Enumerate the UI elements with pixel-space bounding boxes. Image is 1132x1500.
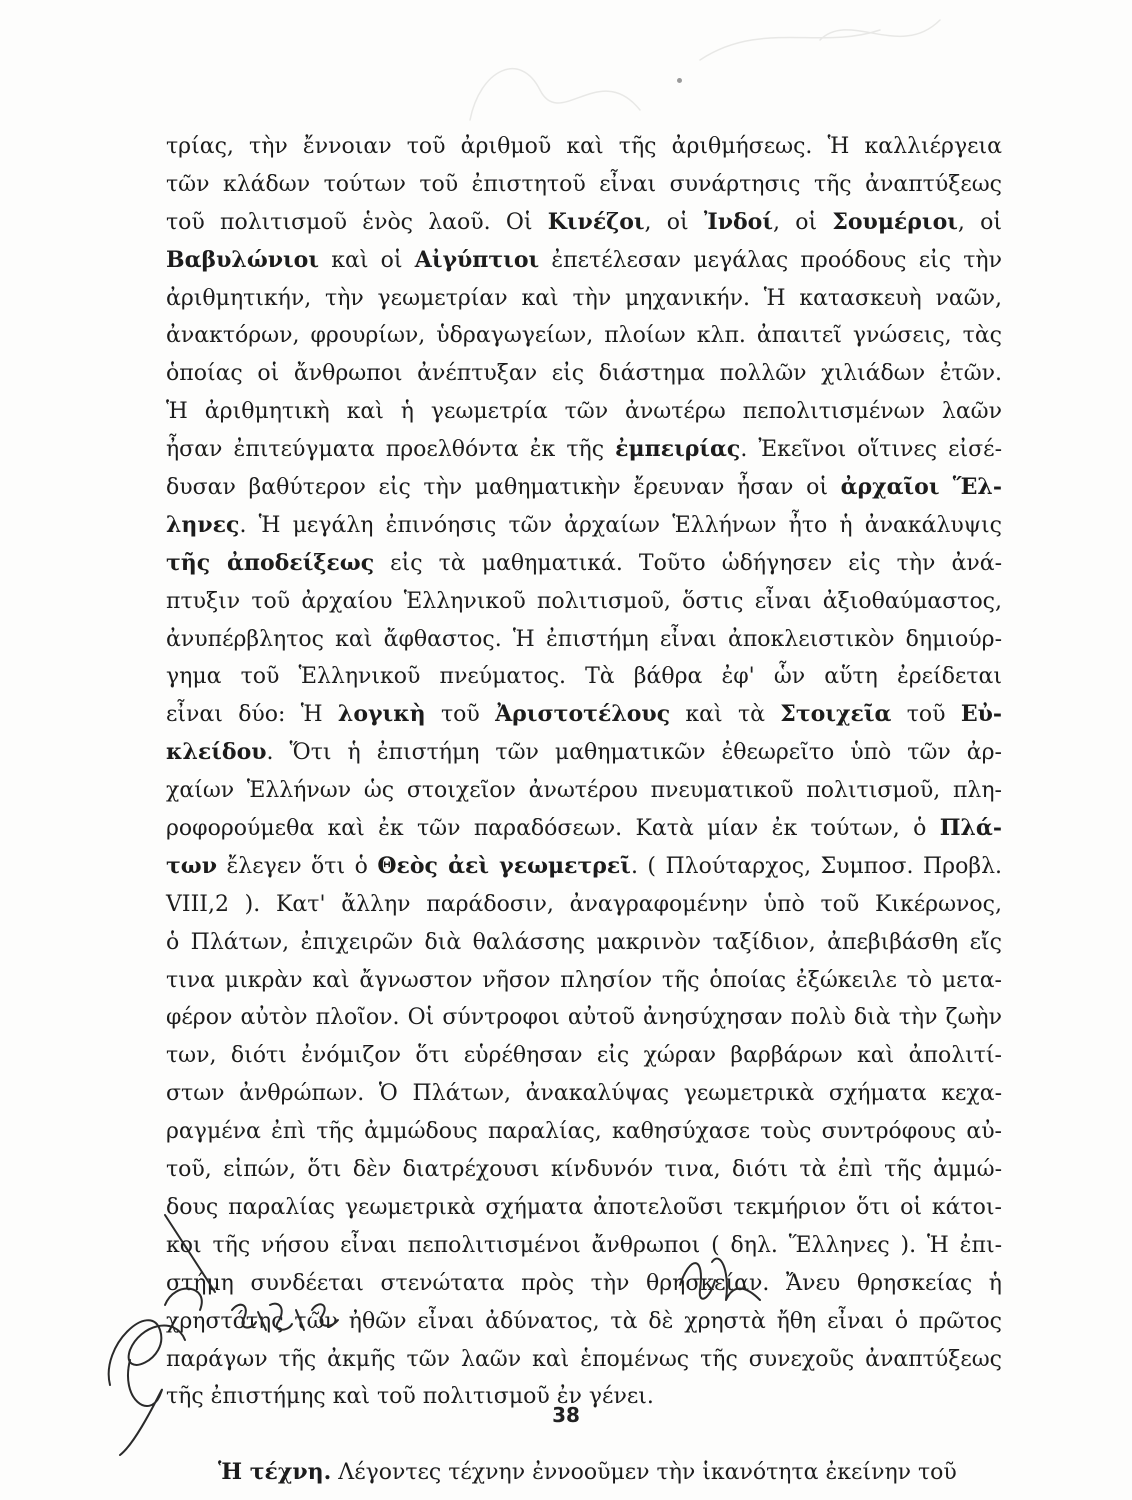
bold-term: ληνες [166, 511, 240, 538]
text-line [166, 1189, 1002, 1227]
text-run: . ( Πλούταρχος, Συμποσ. Προβλ. [630, 853, 1003, 879]
text-line [166, 621, 1002, 659]
text-line [166, 583, 1002, 621]
text-line [166, 962, 1002, 1000]
text-line [166, 1151, 1002, 1189]
bold-term: των [166, 852, 218, 879]
text-run: τοῦ [891, 702, 961, 728]
text-line [166, 1113, 1002, 1151]
scan-speck [677, 78, 682, 83]
text-run: , οἱ [957, 209, 1003, 235]
text-line [166, 431, 1002, 469]
text-run: ἦσαν ἐπιτεύγματα προελθόντα ἐκ τῆς [166, 437, 616, 463]
text-run: καὶ τὰ [670, 702, 781, 728]
text-line [166, 810, 1002, 848]
bold-term: Ἡ τέχνη. [218, 1459, 332, 1486]
text-line [166, 1075, 1002, 1113]
text-run: παράγων τῆς ἀκμῆς τῶν λαῶν καὶ ἑπομένως τῆς συνεχοῦς ἀναπτύξεως [166, 1346, 1002, 1372]
bold-term: Πλά- [939, 815, 1002, 842]
text-run: χρηστότης τῶν ἠθῶν εἶναι ἀδύνατος, τὰ δὲ χρηστὰ ἤθη εἶναι ὁ πρῶτος [166, 1308, 1002, 1334]
text-run: ἔλεγεν ὅτι ὁ [217, 853, 378, 879]
text-line [166, 1037, 1002, 1075]
bold-term: κλείδου [166, 739, 267, 766]
text-run: δυσαν βαθύτερον εἰς τὴν μαθηματικὴν ἔρευναν ἦσαν οἱ [166, 475, 841, 501]
text-line [166, 317, 1002, 355]
bold-term: Σουμέριοι [832, 208, 958, 235]
text-run: τῶν κλάδων τούτων τοῦ ἐπιστητοῦ εἶναι συνάρτησις τῆς ἀναπτύξεως [166, 171, 1002, 197]
text-line [166, 848, 1002, 886]
text-run: στήμη συνδέεται στενώτατα πρὸς τὴν θρησκείαν. Ἄνευ θρησκείας ἡ [166, 1270, 1002, 1296]
bold-term: Ἰνδοί [703, 208, 773, 235]
text-run: , οἱ [644, 209, 704, 235]
text-run: ἐπετέλεσαν μεγάλας προόδους εἰς τὴν [539, 247, 1002, 273]
text-run: χαίων Ἑλλήνων ὡς στοιχεῖον ἀνωτέρου πνευματικοῦ πολιτισμοῦ, πλη- [166, 778, 1002, 804]
text-line [166, 280, 1002, 318]
text-run: πτυξιν τοῦ ἀρχαίου Ἑλληνικοῦ πολιτισμοῦ, ὅστις εἶναι ἀξιοθαύμαστος, [166, 588, 1002, 614]
text-run: τινα μικρὰν καὶ ἄγνωστον νῆσον πλησίον τῆς ὁποίας ἐξώκειλε τὸ μετα- [166, 967, 1002, 993]
bold-term: Θεὸς ἀεὶ γεωμετρεῖ [377, 852, 631, 879]
text-run: στων ἀνθρώπων. Ὁ Πλάτων, ἀνακαλύψας γεωμετρικὰ σχήματα κεχα- [166, 1081, 1002, 1107]
text-line [166, 772, 1002, 810]
text-line [166, 1265, 1002, 1303]
text-run: εἶναι δύο: Ἡ [166, 702, 338, 728]
text-run: καὶ οἱ [319, 247, 415, 273]
bold-term: Βαβυλώνιοι [166, 246, 320, 273]
text-line [166, 696, 1002, 734]
bold-term: Εὐ- [960, 701, 1002, 728]
text-line [166, 1303, 1002, 1341]
text-run: κοι τῆς νήσου εἶναι πεπολιτισμένοι ἄνθρωποι ( δηλ. Ἕλληνες ). Ἡ ἐπι- [166, 1232, 1002, 1258]
text-run: , οἱ [772, 209, 833, 235]
text-line [166, 507, 1002, 545]
text-run: . Ὅτι ἡ ἐπιστήμη τῶν μαθηματικῶν ἐθεωρεῖτο ὑπὸ τῶν ἀρ- [266, 740, 1002, 766]
bold-term: ἐμπειρίας [615, 436, 741, 463]
text-run: . Ἐκεῖνοι οἵτινες εἰσέ- [740, 437, 1002, 463]
text-line [166, 128, 1002, 166]
text-line [166, 1227, 1002, 1265]
text-line [166, 999, 1002, 1037]
text-run: ραγμένα ἐπὶ τῆς ἀμμώδους παραλίας, καθησύχασε τοὺς συντρόφους αὐ- [166, 1119, 1002, 1145]
text-run: τοῦ, εἰπών, ὅτι δὲν διατρέχουσι κίνδυνόν τινα, διότι τὰ ἐπὶ τῆς ἀμμώ- [166, 1157, 1002, 1183]
text-line [166, 1454, 1002, 1492]
text-line [166, 734, 1002, 772]
text-run: VIII,2 ). Κατ' ἄλλην παράδοσιν, ἀναγραφομένην ὑπὸ τοῦ Κικέρωνος, [166, 891, 1002, 917]
text-run: γημα τοῦ Ἑλληνικοῦ πνεύματος. Τὰ βάθρα ἐφ' ὧν αὕτη ἐρείδεται [166, 664, 1002, 690]
text-run: τοῦ πολιτισμοῦ ἑνὸς λαοῦ. Οἱ [166, 209, 548, 235]
bold-term: ἀρχαῖοι Ἕλ- [840, 474, 1002, 501]
text-run: δους παραλίας γεωμετρικὰ σχήματα ἀποτελοῦσι τεκμήριον ὅτι οἱ κάτοι- [166, 1194, 1002, 1220]
text-run: Λέγοντες τέχνην ἐννοοῦμεν τὴν ἱκανότητα ἐκείνην τοῦ [331, 1460, 957, 1486]
bold-term: Κινέζοι [547, 208, 645, 235]
text-run: των, διότι ἐνόμιζον ὅτι εὑρέθησαν εἰς χώραν βαρβάρων καὶ ἀπολιτί- [166, 1043, 1002, 1069]
text-line [166, 886, 1002, 924]
text-line [166, 242, 1002, 280]
text-run: ἀριθμητικήν, τὴν γεωμετρίαν καὶ τὴν μηχανικήν. Ἡ κατασκευὴ ναῶν, [166, 285, 1002, 311]
bold-term: Αἰγύπτιοι [414, 246, 540, 273]
text-line [166, 924, 1002, 962]
bold-term: Ἀριστοτέλους [495, 701, 671, 728]
text-line [166, 658, 1002, 696]
text-line [166, 393, 1002, 431]
text-run: τοῦ [425, 702, 496, 728]
page-number: 38 [552, 1403, 580, 1427]
text-run: ὁποίας οἱ ἄνθρωποι ἀνέπτυξαν εἰς διάστημα πολλῶν χιλιάδων ἐτῶν. [166, 361, 1002, 387]
text-line [166, 166, 1002, 204]
bold-term: λογικὴ [337, 701, 426, 728]
text-line [166, 1341, 1002, 1379]
text-run: τρίας, τὴν ἔννοιαν τοῦ ἀριθμοῦ καὶ τῆς ἀριθμήσεως. Ἡ καλλιέργεια [166, 134, 1002, 159]
text-run: ροφορούμεθα καὶ ἐκ τῶν παραδόσεων. Κατὰ μίαν ἐκ τούτων, ὁ [166, 816, 940, 842]
text-run: τῆς ἐπιστήμης καὶ τοῦ πολιτισμοῦ ἐν γένει. [166, 1384, 654, 1410]
text-run: ὁ Πλάτων, ἐπιχειρῶν διὰ θαλάσσης μακρινὸν ταξίδιον, ἀπεβιβάσθη εἴς [166, 929, 1002, 955]
text-line [166, 355, 1002, 393]
text-line [166, 469, 1002, 507]
text-run: ἀνακτόρων, φρουρίων, ὑδραγωγείων, πλοίων κλπ. ἀπαιτεῖ γνώσεις, τὰς [166, 323, 1002, 349]
text-line [166, 204, 1002, 242]
bold-term: Στοιχεῖα [780, 701, 892, 728]
bold-term: τῆς ἀποδείξεως [166, 549, 375, 576]
text-line [166, 545, 1002, 583]
text-run: εἰς τὰ μαθηματικά. Τοῦτο ὡδήγησεν εἰς τὴν ἀνά- [374, 550, 1003, 576]
text-run: ἀνυπέρβλητος καὶ ἄφθαστος. Ἡ ἐπιστήμη εἶναι ἀποκλειστικὸν δημιούρ- [166, 626, 1002, 652]
text-run: Ἡ ἀριθμητικὴ καὶ ἡ γεωμετρία τῶν ἀνωτέρω πεπολιτισμένων λαῶν [166, 399, 1002, 425]
body-text [166, 128, 1002, 1492]
text-run: φέρον αὐτὸν πλοῖον. Οἱ σύντροφοι αὐτοῦ ἀνησύχησαν πολὺ διὰ τὴν ζωὴν [166, 1005, 1002, 1031]
text-run: . Ἡ μεγάλη ἐπινόησις τῶν ἀρχαίων Ἑλλήνων ἦτο ἡ ἀνακάλυψις [239, 512, 1002, 538]
